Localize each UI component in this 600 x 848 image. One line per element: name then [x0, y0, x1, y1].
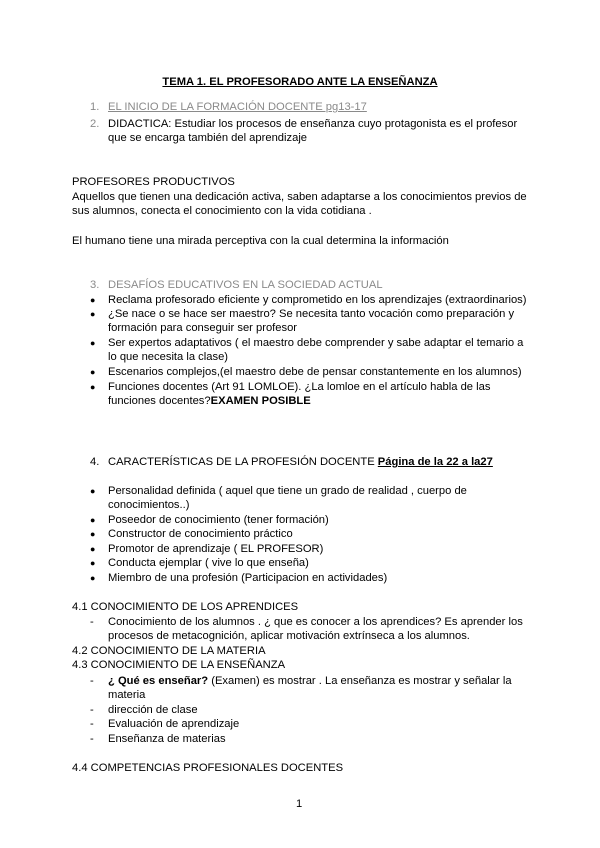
list-item: Promotor de aprendizaje ( EL PROFESOR) — [108, 543, 324, 555]
subsection-heading: 4.1 CONOCIMIENTO DE LOS APRENDICES — [72, 601, 299, 613]
bullet-icon: ● — [90, 338, 96, 348]
list-item: Miembro de una profesión (Participacion en actividades) — [108, 572, 388, 584]
list-item: formación para conseguir ser profesor — [108, 322, 298, 334]
dash-icon: - — [90, 675, 94, 687]
section-heading — [108, 455, 493, 469]
list-item: Poseedor de conocimiento (tener formación) — [108, 514, 329, 526]
list-item: Conocimiento de los alumnos . ¿ que es conocer a los aprendices? Es aprender los — [108, 616, 523, 628]
list-item: Reclama profesorado eficiente y comprometido en los aprendizajes (extraordinarios) — [108, 294, 527, 306]
list-item: Enseñanza de materias — [108, 733, 226, 745]
list-number: 4. — [90, 456, 100, 468]
list-item-text: funciones docentes? — [108, 395, 211, 407]
list-item: Constructor de conocimiento práctico — [108, 528, 293, 540]
dash-icon: - — [90, 616, 94, 628]
question-text: ¿ Qué es enseñar? — [108, 675, 209, 687]
exam-note: EXAMEN POSIBLE — [210, 395, 311, 407]
page-range: Página de la 22 a la27 — [377, 456, 493, 468]
bullet-icon: ● — [90, 367, 96, 377]
list-item: Conducta ejemplar ( vive lo que enseña) — [108, 557, 309, 569]
subsection-heading: 4.2 CONOCIMIENTO DE LA MATERIA — [72, 645, 266, 657]
list-item: ¿Se nace o se hace ser maestro? Se necesita tanto vocación como preparación y — [108, 308, 515, 320]
page-title: TEMA 1. EL PROFESORADO ANTE LA ENSEÑANZA — [162, 76, 438, 88]
list-number: 2. — [90, 118, 100, 130]
list-item: conocimientos..) — [108, 499, 190, 511]
subsection-heading: 4.3 CONOCIMIENTO DE LA ENSEÑANZA — [72, 659, 286, 671]
bullet-icon: ● — [90, 309, 96, 319]
list-item: Escenarios complejos,(el maestro debe de pensar constantemente en los alumnos) — [108, 366, 522, 378]
list-item: Personalidad definida ( aquel que tiene un grado de realidad , cuerpo de — [108, 485, 467, 497]
paragraph-line: sus alumnos, conecta el conocimiento con la vida cotidiana . — [72, 205, 372, 217]
dash-icon: - — [90, 704, 94, 716]
list-item: procesos de metacognición, aplicar motivación extrínseca a los alumnos. — [108, 630, 470, 642]
list-item: Ser expertos adaptativos ( el maestro debe comprender y sabe adaptar el temario a — [108, 337, 524, 349]
list-item: lo que necesita la clase) — [108, 351, 229, 363]
dash-icon: - — [90, 718, 94, 730]
section-link[interactable]: EL INICIO DE LA FORMACIÓN DOCENTE pg13-17 — [108, 101, 367, 113]
section-heading: DESAFÍOS EDUCATIVOS EN LA SOCIEDAD ACTUAL — [108, 279, 383, 291]
subsection-heading: 4.4 COMPETENCIAS PROFESIONALES DOCENTES — [72, 762, 344, 774]
page-number: 1 — [296, 798, 303, 810]
section-heading-text: CARACTERÍSTICAS DE LA PROFESIÓN DOCENTE — [108, 456, 375, 468]
list-item — [108, 394, 311, 408]
list-item: Funciones docentes (Art 91 LOMLOE). ¿La lomloe en el artículo habla de las — [108, 381, 491, 393]
list-item-text: (Examen) es mostrar . La enseñanza es mostrar y señalar la — [208, 675, 512, 687]
list-text: DIDACTICA: Estudiar los procesos de enseñanza cuyo protagonista es el profesor — [108, 118, 518, 130]
bullet-icon: ● — [90, 486, 96, 496]
section-heading: PROFESORES PRODUCTIVOS — [72, 176, 235, 188]
bullet-icon: ● — [90, 573, 96, 583]
bullet-icon: ● — [90, 515, 96, 525]
bullet-icon: ● — [90, 544, 96, 554]
list-item: Evaluación de aprendizaje — [108, 718, 240, 730]
list-number: 1. — [90, 101, 100, 113]
dash-icon: - — [90, 733, 94, 745]
list-item: materia — [108, 689, 146, 701]
bullet-icon: ● — [90, 558, 96, 568]
list-number: 3. — [90, 279, 100, 291]
paragraph-line: El humano tiene una mirada perceptiva con la cual determina la información — [72, 235, 449, 247]
bullet-icon: ● — [90, 382, 96, 392]
paragraph-line: Aquellos que tienen una dedicación activa, saben adaptarse a los conocimientos previos de — [72, 191, 527, 203]
bullet-icon: ● — [90, 529, 96, 539]
bullet-icon: ● — [90, 295, 96, 305]
list-item — [108, 674, 512, 688]
list-text: que se encarga también del aprendizaje — [108, 132, 308, 144]
list-item: dirección de clase — [108, 704, 198, 716]
